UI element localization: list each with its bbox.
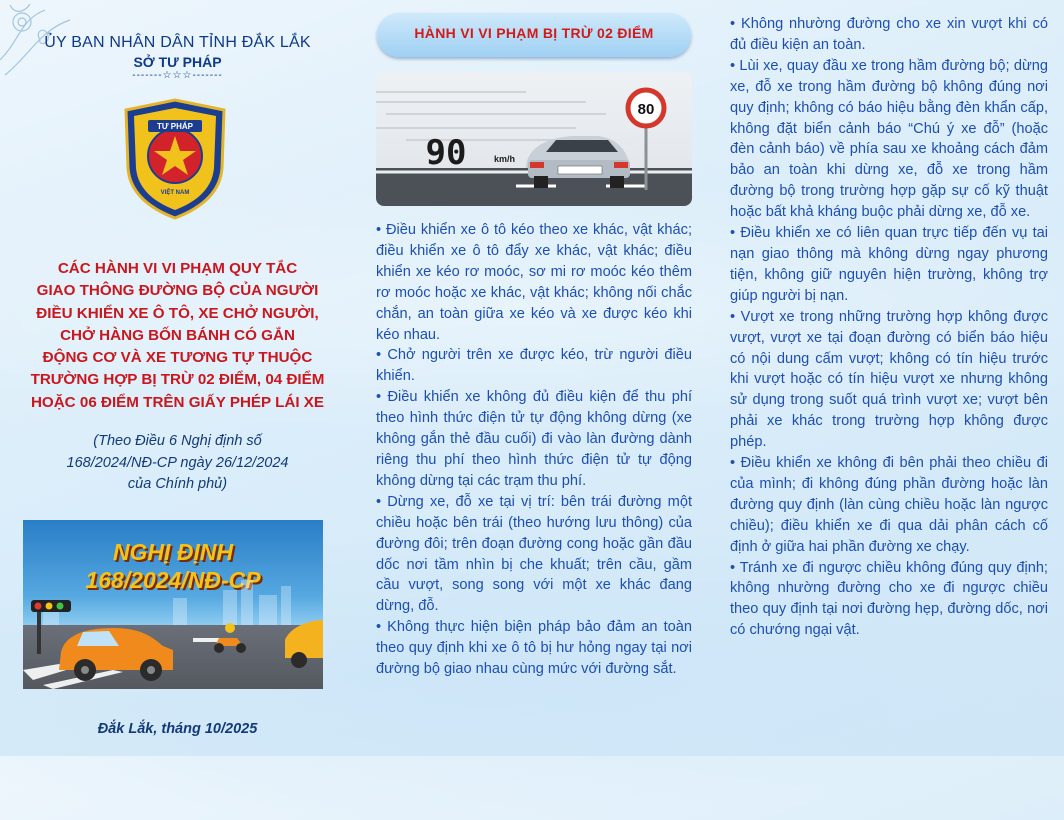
title-line: ĐỘNG CƠ VÀ XE TƯƠNG TỰ THUỘC	[42, 349, 313, 367]
justice-emblem-logo	[122, 98, 228, 220]
department-name: SỞ TƯ PHÁP	[133, 54, 222, 70]
title-line: CHỞ HÀNG BỐN BÁNH CÓ GẮN	[60, 326, 295, 344]
list-item: • Điều khiển xe ô tô kéo theo xe khác, vật khác; điều khiển xe ô tô đẩy xe khác, vật khác; điều khiển xe kéo rơ moóc, sơ mi rơ moóc kéo thêm rơ moóc hoặc xe khác, vật khác; không nối chắc chắn, an toàn giữa xe kéo và xe được kéo khi kéo nhau.	[376, 222, 692, 343]
basis-line: (Theo Điều 6 Nghị định số	[93, 433, 262, 449]
banner-title-line2: 168/2024/NĐ-CP	[85, 567, 261, 593]
list-item: • Dừng xe, đỗ xe tại vị trí: bên trái đường một chiều hoặc bên trái (theo hướng lưu thông) của đường đôi; trên đoạn đường cong hoặc gần đầu dốc nơi tầm nhìn bị che khuất; trên cầu, gầm cầu vượt, song song với một xe khác đang dừng, đỗ.	[376, 493, 692, 615]
speeding-illustration	[376, 72, 692, 206]
ornament-divider: -------☆☆☆-------	[132, 70, 223, 81]
speeding-car-scene	[376, 72, 692, 206]
basis-line: của Chính phủ)	[127, 476, 228, 492]
place-and-date: Đắk Lắk, tháng 10/2025	[97, 721, 258, 737]
list-item: • Điều khiển xe có liên quan trực tiếp đến vụ tai nạn giao thông mà không dừng ngay phương tiện, không giữ nguyên hiện trường, không trợ giúp người bị nạn.	[730, 225, 1048, 304]
street-scene-illustration	[23, 520, 323, 689]
violations-list-middle	[376, 220, 692, 680]
speed-limit-value: 80	[637, 101, 655, 118]
title-line: HOẶC 06 ĐIỂM TRÊN GIẤY PHÉP LÁI XE	[30, 393, 325, 411]
title-line: GIAO THÔNG ĐƯỜNG BỘ CỦA NGƯỜI	[36, 282, 319, 300]
legal-basis	[20, 431, 335, 496]
speed-unit: km/h	[494, 154, 516, 164]
banner-title-line1: NGHỊ ĐỊNH	[112, 539, 234, 565]
logo-text-bottom: VIỆT NAM	[160, 190, 190, 196]
title-line: TRƯỜNG HỢP BỊ TRỪ 02 ĐIỂM, 04 ĐIỂM	[30, 371, 325, 389]
list-item: • Không nhường đường cho xe xin vượt khi có đủ điều kiện an toàn.	[730, 16, 1048, 53]
list-item: • Lùi xe, quay đầu xe trong hầm đường bộ; dừng xe, đỗ xe trong hầm đường bộ không đúng nơi quy định; không có báo hiệu bằng đèn khẩn cấp, không đặt biển cảnh báo “Chú ý xe đỗ” (hoặc đèn cảnh báo) về phía sau xe khoảng cách đảm bảo an toàn khi dừng xe, đỗ xe trong hầm đường bộ trong trường hợp gặp sự cố kỹ thuật hoặc bất khả kháng buộc phải dừng xe, đỗ xe.	[730, 57, 1048, 221]
agency-name: ỦY BAN NHÂN DÂN TỈNH ĐẮK LẮK	[44, 34, 311, 51]
title-line: CÁC HÀNH VI VI PHẠM QUY TẮC	[57, 260, 298, 277]
title-line: ĐIỀU KHIỂN XE Ô TÔ, XE CHỞ NGƯỜI,	[36, 304, 319, 322]
section-heading: HÀNH VI VI PHẠM BỊ TRỪ 02 ĐIỂM	[414, 25, 654, 41]
list-item: • Không thực hiện biện pháp bảo đảm an toàn theo quy định khi xe ô tô bị hư hỏng ngay tại nơi đường bộ giao nhau cùng mức với đường sắt.	[376, 619, 692, 678]
cover-panel	[0, 0, 355, 756]
violations-list-right	[730, 14, 1048, 641]
list-item: • Chở người trên xe được kéo, trừ người điều khiển.	[376, 347, 692, 385]
list-item: • Điều khiển xe không đủ điều kiện để thu phí theo hình thức điện tử tự động không dừng (xe không gắn thẻ đầu cuối) đi vào làn đường dành riêng thu phí theo hình thức điện tử tự động không dừng tại các trạm thu phí.	[376, 389, 692, 489]
speed-readout: 90	[425, 133, 467, 173]
basis-line: 168/2024/NĐ-CP ngày 26/12/2024	[66, 454, 289, 471]
logo-text-top: TƯ PHÁP	[157, 122, 193, 131]
list-item: • Tránh xe đi ngược chiều không đúng quy định; không nhường đường cho xe đi ngược chiều theo quy định tại nơi đường hẹp, đường dốc, nơi có chướng ngại vật.	[730, 559, 1048, 639]
list-item: • Vượt xe trong những trường hợp không được vượt, vượt xe tại đoạn đường có biển báo hiệu có nội dung cấm vượt; không có tín hiệu trước khi vượt hoặc có tín hiệu vượt xe nhưng không sử dụng trong suốt quá trình vượt xe; vượt bên phải xe khác trong trường hợp không được phép.	[730, 308, 1048, 451]
document-title	[14, 258, 341, 414]
decree-banner-image	[23, 520, 323, 689]
list-item: • Điều khiển xe không đi bên phải theo chiều đi của mình; đi không đúng phần đường hoặc làn đường quy định (làn cùng chiều hoặc làn ngược chiều); điều khiển xe đi qua dải phân cách cố định ở giữa hai phần đường xe chạy.	[730, 455, 1048, 555]
